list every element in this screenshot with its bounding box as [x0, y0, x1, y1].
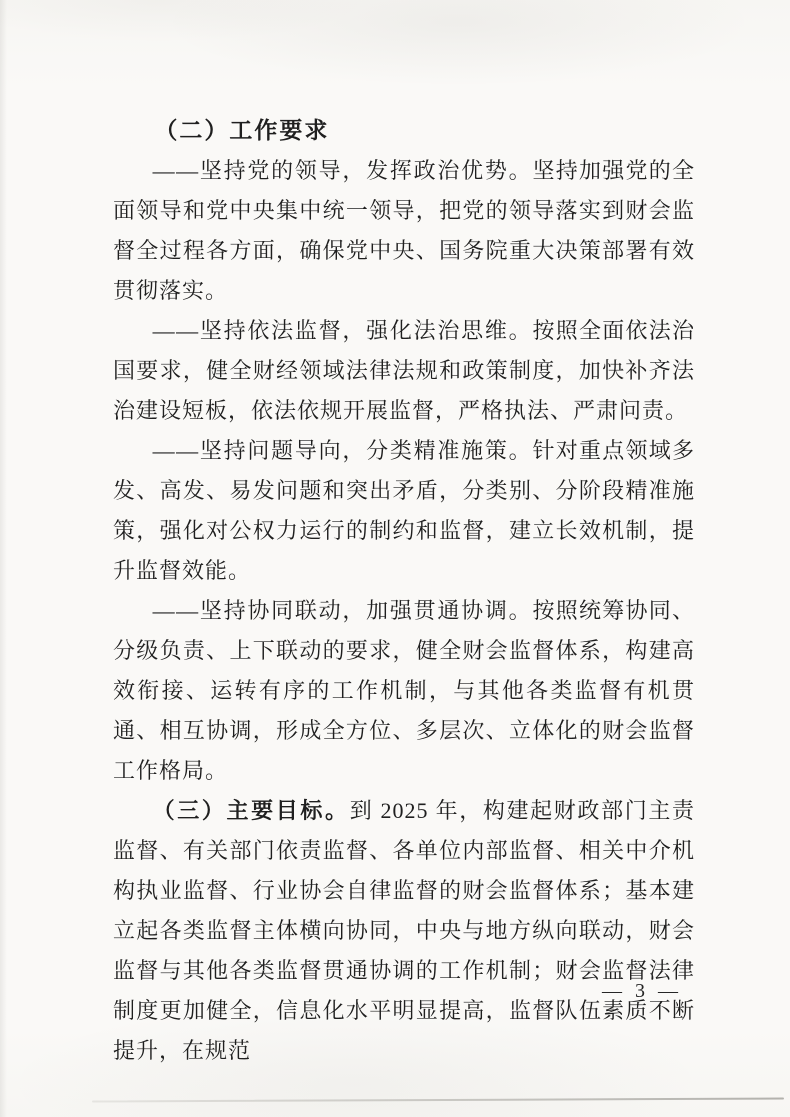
goals-text: 到 2025 年，构建起财政部门主责监督、有关部门依责监督、各单位内部监督、相关中介机构执业监督、行业协会自律监督的财会监督体系；基本建立起各类监督主体横向协同，中央与地方纵向联动，财会监督与其他各类监督贯通协调的工作机制；财会监督法律制度更加健全，信息化水平明显提高，监督队伍素质不断提升，在规范: [113, 798, 695, 1063]
section-heading-3: （三）主要目标。: [152, 798, 350, 823]
principle-paragraph-3: [113, 431, 695, 591]
principle-text-1: 坚持加强党的全面领导和党中央集中统一领导，把党的领导落实到财会监督全过程各方面，确保党中央、国务院重大决策部署有效贯彻落实。: [113, 158, 695, 303]
principle-lead-3: ——坚持问题导向，分类精准施策。: [152, 438, 533, 463]
document-body: [113, 111, 695, 1071]
section-heading-2: （二）工作要求: [154, 118, 330, 143]
goals-paragraph: [113, 791, 695, 1071]
principle-text-3: 针对重点领域多发、高发、易发问题和突出矛盾，分类别、分阶段精准施策，强化对公权力运行的制约和监督，建立长效机制，提升监督效能。: [113, 438, 695, 583]
principle-lead-1: ——坚持党的领导，发挥政治优势。: [152, 158, 533, 183]
principle-paragraph-1: [113, 151, 695, 311]
principle-paragraph-2: [113, 311, 695, 431]
principle-text-2: 按照全面依法治国要求，健全财经领域法律法规和政策制度，加快补齐法治建设短板，依法依规开展监督，严格执法、严肃问责。: [113, 318, 695, 423]
principle-text-4: 按照统筹协同、分级负责、上下联动的要求，健全财会监督体系，构建高效衔接、运转有序的工作机制，与其他各类监督有机贯通、相互协调，形成全方位、多层次、立体化的财会监督工作格局。: [113, 598, 695, 783]
scan-edge-shadow: [0, 0, 7, 1117]
page-number: — 3 —: [602, 980, 682, 1002]
principle-lead-4: ——坚持协同联动，加强贯通协调。: [152, 598, 533, 623]
principle-lead-2: ——坚持依法监督，强化法治思维。: [152, 318, 533, 343]
principle-paragraph-4: [113, 591, 695, 791]
scan-paper-edge-artifact: [92, 1097, 784, 1102]
